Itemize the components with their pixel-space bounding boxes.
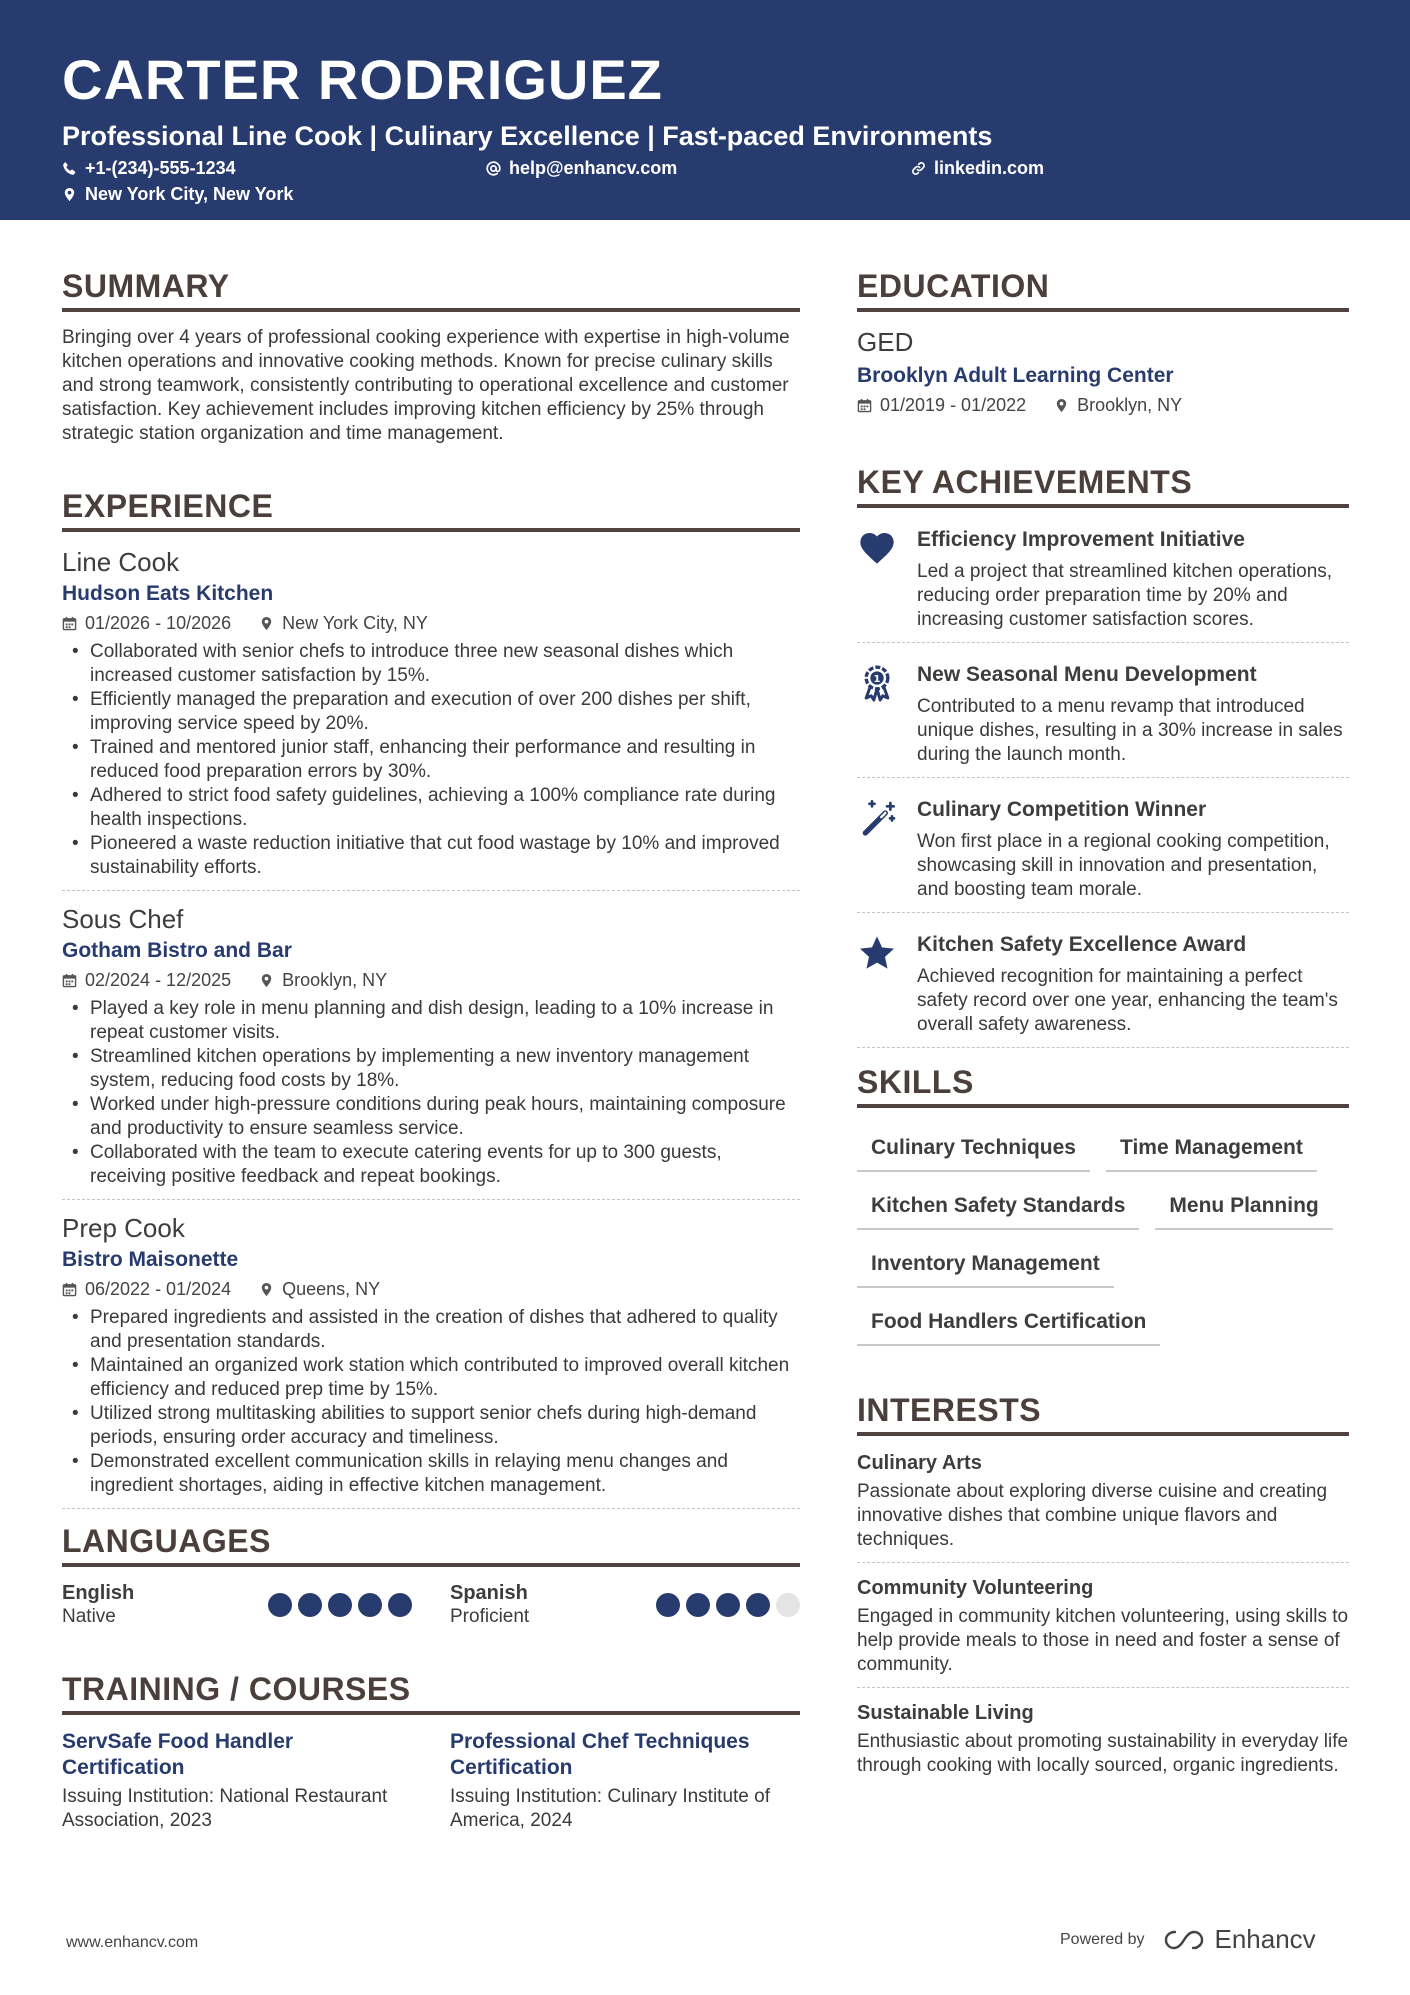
rating-dot-filled bbox=[716, 1593, 740, 1617]
bullet-item: • Adhered to strict food safety guidelines, achieving a 100% compliance rate during health inspections. bbox=[62, 784, 800, 832]
achievement-icon-slot bbox=[857, 796, 917, 902]
skill-tag: Time Management bbox=[1106, 1128, 1317, 1172]
achievement-icon-slot bbox=[857, 661, 917, 767]
summary-text: Bringing over 4 years of professional cooking experience with expertise in high-volume kitchen operations and innovative cooking methods. Known for precise culinary skills and strong teamwork, consistently contributing to operational excellence and customer satisfaction. Key achievement includes improving kitchen efficiency by 25% through strategic station organization and time management. bbox=[62, 327, 790, 444]
calendar-icon bbox=[62, 973, 77, 988]
job-title: Line Cook bbox=[62, 547, 180, 577]
interest-item bbox=[857, 1575, 1349, 1688]
rating-dot-filled bbox=[388, 1593, 412, 1617]
course-item bbox=[450, 1729, 800, 1833]
achievement-title: Culinary Competition Winner bbox=[917, 798, 1207, 821]
languages-list bbox=[62, 1581, 800, 1629]
svg-text:1: 1 bbox=[873, 673, 881, 685]
training-heading: TRAINING / COURSES bbox=[62, 1669, 800, 1715]
job-location-text: Queens, NY bbox=[282, 1279, 381, 1299]
bullet-item: • Utilized strong multitasking abilities to support senior chefs during high-demand periods, ensuring order accuracy and timeliness. bbox=[62, 1402, 800, 1450]
job-location bbox=[259, 610, 428, 636]
language-name: English bbox=[62, 1582, 135, 1604]
bullet-item: • Collaborated with the team to execute catering events for up to 300 guests, receiving positive feedback and repeat bookings. bbox=[62, 1141, 800, 1189]
candidate-headline: Professional Line Cook | Culinary Excellence | Fast-paced Environments bbox=[62, 121, 993, 151]
job-meta bbox=[62, 610, 800, 636]
summary-heading: SUMMARY bbox=[62, 266, 800, 312]
achievement-icon-slot bbox=[857, 526, 917, 632]
bullet-item: • Pioneered a waste reduction initiative that cut food wastage by 10% and improved sustainability efforts. bbox=[62, 832, 800, 880]
rating-dot-filled bbox=[298, 1593, 322, 1617]
heart-icon bbox=[857, 528, 897, 568]
language-item bbox=[62, 1581, 412, 1629]
education-location-text: Brooklyn, NY bbox=[1077, 395, 1183, 415]
course-item bbox=[62, 1729, 412, 1833]
achievement-item bbox=[857, 927, 1349, 1048]
company-name: Bistro Maisonette bbox=[62, 1248, 239, 1271]
location-text: New York City, New York bbox=[85, 184, 294, 204]
interest-description: Engaged in community kitchen volunteering, using skills to help provide meals to those in need and foster a sense of community. bbox=[857, 1606, 1349, 1675]
bullet-item: • Played a key role in menu planning and dish design, leading to a 10% increase in repeat customer visits. bbox=[62, 997, 800, 1045]
experience-entry bbox=[62, 1212, 800, 1509]
bullet-item: • Trained and mentored junior staff, enhancing their performance and resulting in reduced food preparation errors by 30%. bbox=[62, 736, 800, 784]
achievement-description: Contributed to a menu revamp that introduced unique dishes, resulting in a 30% increase in sales during the launch month. bbox=[917, 696, 1343, 765]
bullet-item: • Streamlined kitchen operations by implementing a new inventory management system, reducing food costs by 18%. bbox=[62, 1045, 800, 1093]
interest-item bbox=[857, 1700, 1349, 1788]
award-ribbon-icon bbox=[857, 663, 897, 703]
skill-tag: Kitchen Safety Standards bbox=[857, 1186, 1139, 1230]
rating-dot-filled bbox=[656, 1593, 680, 1617]
course-description: Issuing Institution: National Restaurant Association, 2023 bbox=[62, 1786, 388, 1831]
bullet-item: • Collaborated with senior chefs to introduce three new seasonal dishes which increased customer satisfaction by 15%. bbox=[62, 640, 800, 688]
bullet-item: • Efficiently managed the preparation and execution of over 200 dishes per shift, improving service speed by 20%. bbox=[62, 688, 800, 736]
achievement-description: Won first place in a regional cooking competition, showcasing skill in innovation and presentation, and boosting team morale. bbox=[917, 831, 1330, 900]
location-pin-icon bbox=[1054, 398, 1069, 413]
company-name: Hudson Eats Kitchen bbox=[62, 582, 274, 605]
enhancv-logo-icon bbox=[1163, 1927, 1209, 1953]
job-dates-text: 02/2024 - 12/2025 bbox=[85, 970, 232, 990]
location-pin-icon bbox=[259, 616, 274, 631]
company-name: Gotham Bistro and Bar bbox=[62, 939, 292, 962]
school-name: Brooklyn Adult Learning Center bbox=[857, 364, 1174, 387]
email-text: help@enhancv.com bbox=[509, 158, 678, 178]
rating-dot-filled bbox=[746, 1593, 770, 1617]
interest-title: Sustainable Living bbox=[857, 1702, 1034, 1724]
education-dates-text: 01/2019 - 01/2022 bbox=[880, 395, 1027, 415]
education-entry bbox=[857, 326, 1349, 418]
link-icon bbox=[911, 161, 926, 176]
skill-tag: Menu Planning bbox=[1155, 1186, 1332, 1230]
interests-heading: INTERESTS bbox=[857, 1390, 1349, 1436]
candidate-name: CARTER RODRIGUEZ bbox=[62, 48, 663, 111]
job-title: Sous Chef bbox=[62, 904, 184, 934]
achievement-title: New Seasonal Menu Development bbox=[917, 663, 1257, 686]
brand-logo[interactable] bbox=[1163, 1924, 1316, 1955]
courses-list bbox=[62, 1729, 800, 1833]
degree: GED bbox=[857, 327, 914, 357]
calendar-icon bbox=[857, 398, 872, 413]
rating-dot-empty bbox=[776, 1593, 800, 1617]
job-title: Prep Cook bbox=[62, 1213, 185, 1243]
achievements-heading: KEY ACHIEVEMENTS bbox=[857, 462, 1349, 508]
bullet-item: • Worked under high-pressure conditions during peak hours, maintaining composure and productivity to ensure seamless service. bbox=[62, 1093, 800, 1141]
contact-info bbox=[62, 158, 1410, 214]
rating-dot-filled bbox=[358, 1593, 382, 1617]
footer-website[interactable]: www.enhancv.com bbox=[66, 1934, 199, 1951]
rating-dot-filled bbox=[268, 1593, 292, 1617]
achievement-description: Led a project that streamlined kitchen operations, reducing order preparation time by 20% and increasing customer satisfaction scores. bbox=[917, 561, 1333, 630]
language-item bbox=[450, 1581, 800, 1629]
achievement-item bbox=[857, 792, 1349, 913]
left-column bbox=[62, 266, 800, 1833]
achievement-title: Kitchen Safety Excellence Award bbox=[917, 933, 1247, 956]
job-dates bbox=[62, 610, 231, 636]
language-rating bbox=[656, 1593, 800, 1617]
skill-tag: Food Handlers Certification bbox=[857, 1302, 1160, 1346]
contact-linkedin[interactable] bbox=[911, 158, 1044, 179]
experience-heading: EXPERIENCE bbox=[62, 486, 800, 532]
rating-dot-filled bbox=[328, 1593, 352, 1617]
interest-description: Passionate about exploring diverse cuisine and creating innovative dishes that combine unique flavors and techniques. bbox=[857, 1481, 1328, 1550]
language-name: Spanish bbox=[450, 1582, 528, 1604]
interest-item bbox=[857, 1450, 1349, 1563]
phone-icon bbox=[62, 161, 77, 176]
experience-entry bbox=[62, 903, 800, 1200]
language-level: Native bbox=[62, 1606, 116, 1627]
education-heading: EDUCATION bbox=[857, 266, 1349, 312]
skills-heading: SKILLS bbox=[857, 1062, 1349, 1108]
achievement-item bbox=[857, 657, 1349, 778]
job-dates-text: 06/2022 - 01/2024 bbox=[85, 1279, 232, 1299]
contact-location bbox=[62, 184, 293, 205]
bullet-item: • Prepared ingredients and assisted in the creation of dishes that adhered to quality and presentation standards. bbox=[62, 1306, 800, 1354]
education-meta bbox=[857, 392, 1349, 418]
education-location bbox=[1054, 392, 1182, 418]
language-level: Proficient bbox=[450, 1606, 530, 1627]
magic-wand-icon bbox=[857, 798, 897, 838]
powered-by-label: Powered by bbox=[1060, 1930, 1145, 1948]
achievement-description: Achieved recognition for maintaining a perfect safety record over one year, enhancing the team's overall safety awareness. bbox=[917, 966, 1338, 1035]
course-description: Issuing Institution: Culinary Institute of America, 2024 bbox=[450, 1786, 770, 1831]
interest-title: Culinary Arts bbox=[857, 1452, 982, 1474]
location-pin-icon bbox=[259, 973, 274, 988]
calendar-icon bbox=[62, 1282, 77, 1297]
job-bullets bbox=[62, 640, 800, 880]
achievement-icon-slot bbox=[857, 931, 917, 1037]
job-meta bbox=[62, 967, 800, 993]
job-location-text: Brooklyn, NY bbox=[282, 970, 388, 990]
bullet-item: • Maintained an organized work station which contributed to improved overall kitchen efficiency and reduced prep time by 15%. bbox=[62, 1354, 800, 1402]
job-dates bbox=[62, 967, 231, 993]
location-pin-icon bbox=[62, 187, 77, 202]
contact-email[interactable] bbox=[486, 158, 677, 179]
interest-description: Enthusiastic about promoting sustainability in everyday life through cooking with locally sourced, organic ingredients. bbox=[857, 1731, 1349, 1776]
skill-tag: Inventory Management bbox=[857, 1244, 1114, 1288]
star-icon bbox=[857, 933, 897, 973]
phone-text: +1-(234)-555-1234 bbox=[85, 158, 236, 178]
calendar-icon bbox=[62, 616, 77, 631]
course-title: ServSafe Food Handler Certification bbox=[62, 1730, 294, 1779]
footer-branding bbox=[1060, 1924, 1316, 1955]
job-dates bbox=[62, 1276, 231, 1302]
languages-heading: LANGUAGES bbox=[62, 1521, 800, 1567]
rating-dot-filled bbox=[686, 1593, 710, 1617]
resume-header bbox=[0, 0, 1410, 220]
at-sign-icon bbox=[486, 161, 501, 176]
bullet-item: • Demonstrated excellent communication skills in relaying menu changes and ingredient shortages, aiding in effective kitchen management. bbox=[62, 1450, 800, 1498]
contact-phone[interactable] bbox=[62, 158, 236, 179]
skill-tag: Culinary Techniques bbox=[857, 1128, 1090, 1172]
skills-list bbox=[857, 1122, 1349, 1346]
brand-name: Enhancv bbox=[1214, 1924, 1316, 1954]
achievement-item bbox=[857, 522, 1349, 643]
job-location-text: New York City, NY bbox=[282, 613, 428, 633]
location-pin-icon bbox=[259, 1282, 274, 1297]
interest-title: Community Volunteering bbox=[857, 1577, 1094, 1599]
course-title: Professional Chef Techniques Certification bbox=[450, 1730, 750, 1779]
achievement-title: Efficiency Improvement Initiative bbox=[917, 528, 1245, 551]
job-location bbox=[259, 967, 387, 993]
linkedin-text: linkedin.com bbox=[934, 158, 1045, 178]
right-column bbox=[857, 266, 1349, 1800]
job-meta bbox=[62, 1276, 800, 1302]
job-bullets bbox=[62, 1306, 800, 1498]
job-location bbox=[259, 1276, 380, 1302]
experience-entry bbox=[62, 546, 800, 891]
language-rating bbox=[268, 1593, 412, 1617]
education-dates bbox=[857, 392, 1026, 418]
job-bullets bbox=[62, 997, 800, 1189]
job-dates-text: 01/2026 - 10/2026 bbox=[85, 613, 232, 633]
